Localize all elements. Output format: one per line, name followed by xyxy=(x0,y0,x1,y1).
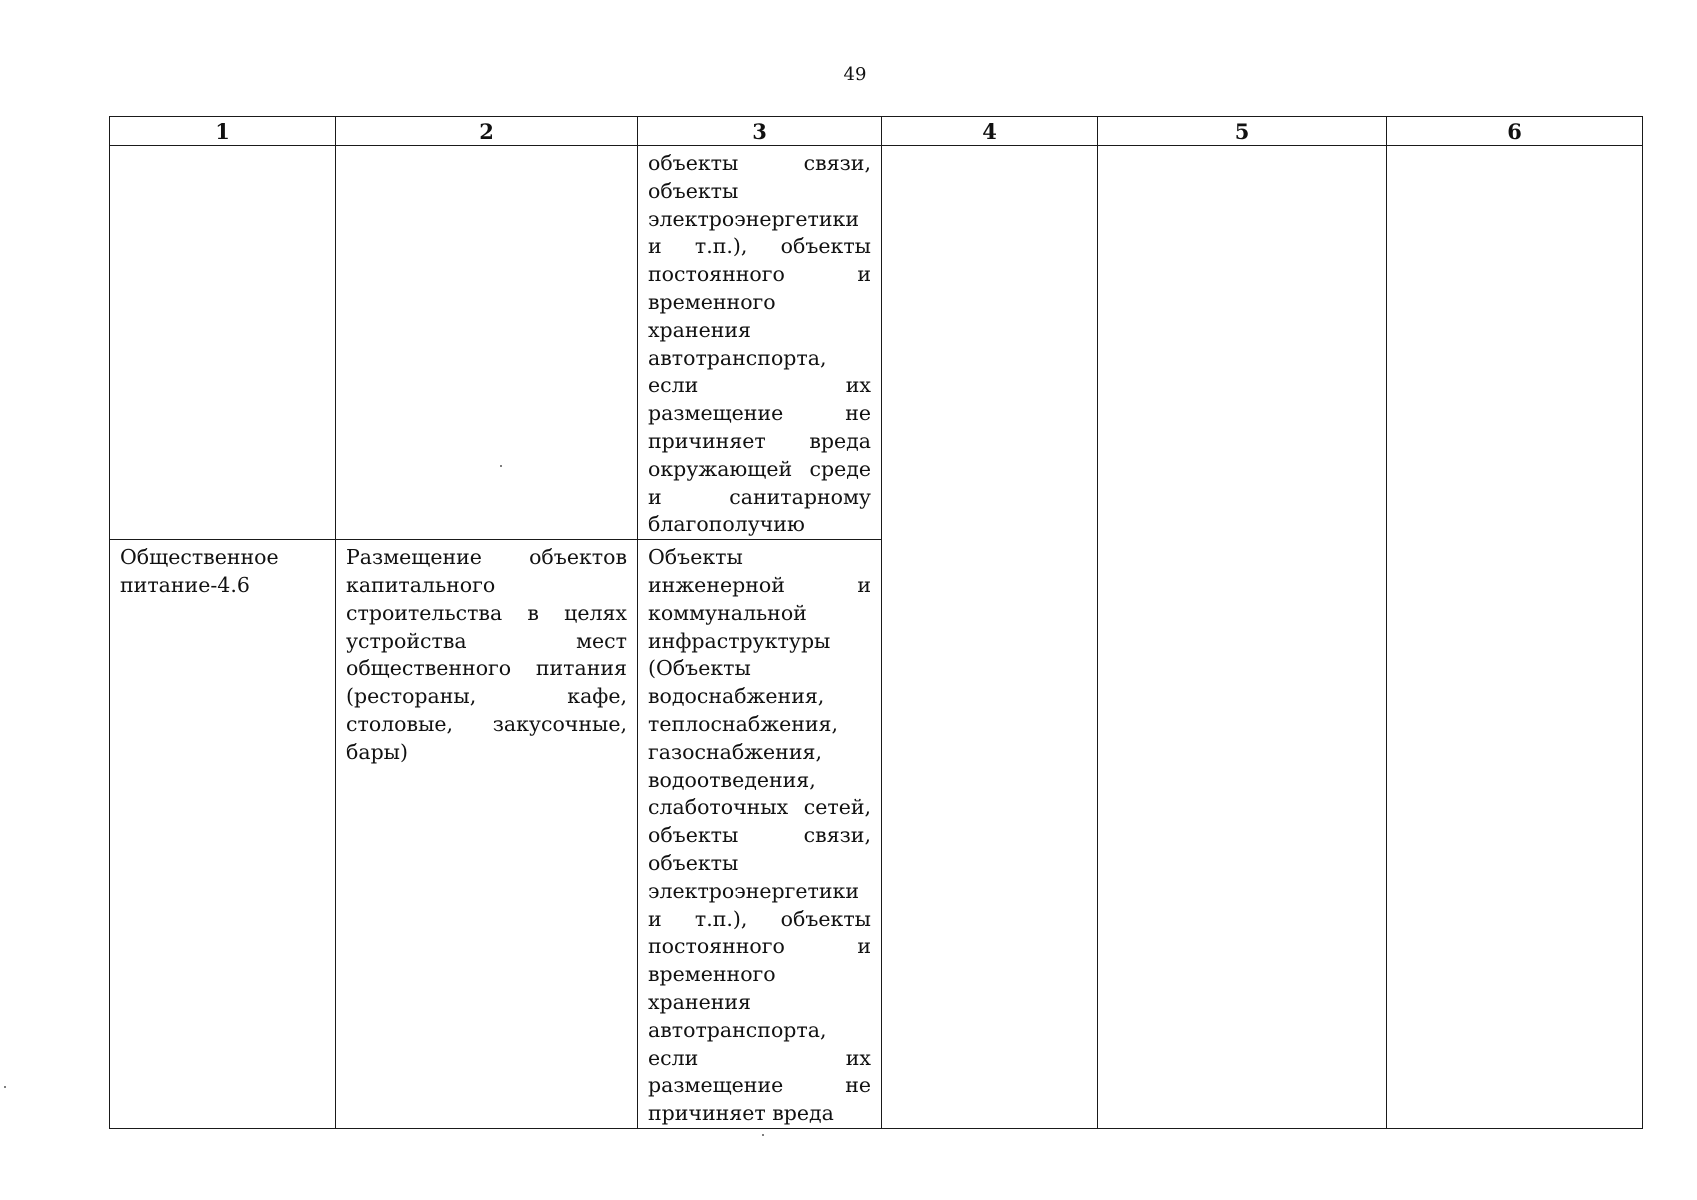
cell-use-type-text xyxy=(110,146,335,150)
cell-column-4-text xyxy=(882,146,1097,150)
cell-auxiliary-uses-text: объекты связи, объекты электроэнергетики и т.п.), объекты постоянного и временного хранения автотранспорта, если их размещение не причиняет вреда окружающей среде и санитарному благополучию xyxy=(648,151,871,537)
scan-speck xyxy=(500,465,502,467)
cell-auxiliary-uses-text: Объекты инженерной и коммунальной инфраструктуры (Объекты водоснабжения, теплоснабжения, газоснабжения, водоотведения, слаботочных сетей, объекты связи, объекты электроэнергетики и т.п.), объекты постоянного и временного хранения автотранспорта, если их размещение не причиняет вреда xyxy=(648,545,871,1126)
cell-use-description-text xyxy=(336,146,637,150)
scan-speck xyxy=(4,1086,6,1088)
scan-speck xyxy=(762,1134,764,1136)
page-number: 49 xyxy=(843,64,867,85)
cell-column-5-text xyxy=(1098,146,1386,150)
cell-column-6-text xyxy=(1387,146,1642,150)
column-header-2: 2 xyxy=(336,117,638,146)
cell-use-type-text: Общественное питание-4.6 xyxy=(120,545,279,597)
table-header-row xyxy=(110,117,1643,146)
cell-use-type xyxy=(110,540,336,1129)
column-header-4: 4 xyxy=(882,117,1098,146)
table-row xyxy=(110,146,1643,540)
column-header-3: 3 xyxy=(638,117,882,146)
cell-column-6 xyxy=(1387,146,1643,1129)
cell-use-description xyxy=(336,540,638,1129)
cell-auxiliary-uses xyxy=(638,146,882,540)
cell-use-description xyxy=(336,146,638,540)
cell-column-5 xyxy=(1098,146,1387,1129)
cell-auxiliary-uses xyxy=(638,540,882,1129)
column-header-6: 6 xyxy=(1387,117,1643,146)
column-header-5: 5 xyxy=(1098,117,1387,146)
regulations-table xyxy=(109,116,1643,1129)
cell-use-description-text: Размещение объектов капитального строительства в целях устройства мест общественного питания (рестораны, кафе, столовые, закусочные, бары) xyxy=(346,545,627,764)
column-header-1: 1 xyxy=(110,117,336,146)
cell-column-4 xyxy=(882,146,1098,1129)
cell-use-type xyxy=(110,146,336,540)
